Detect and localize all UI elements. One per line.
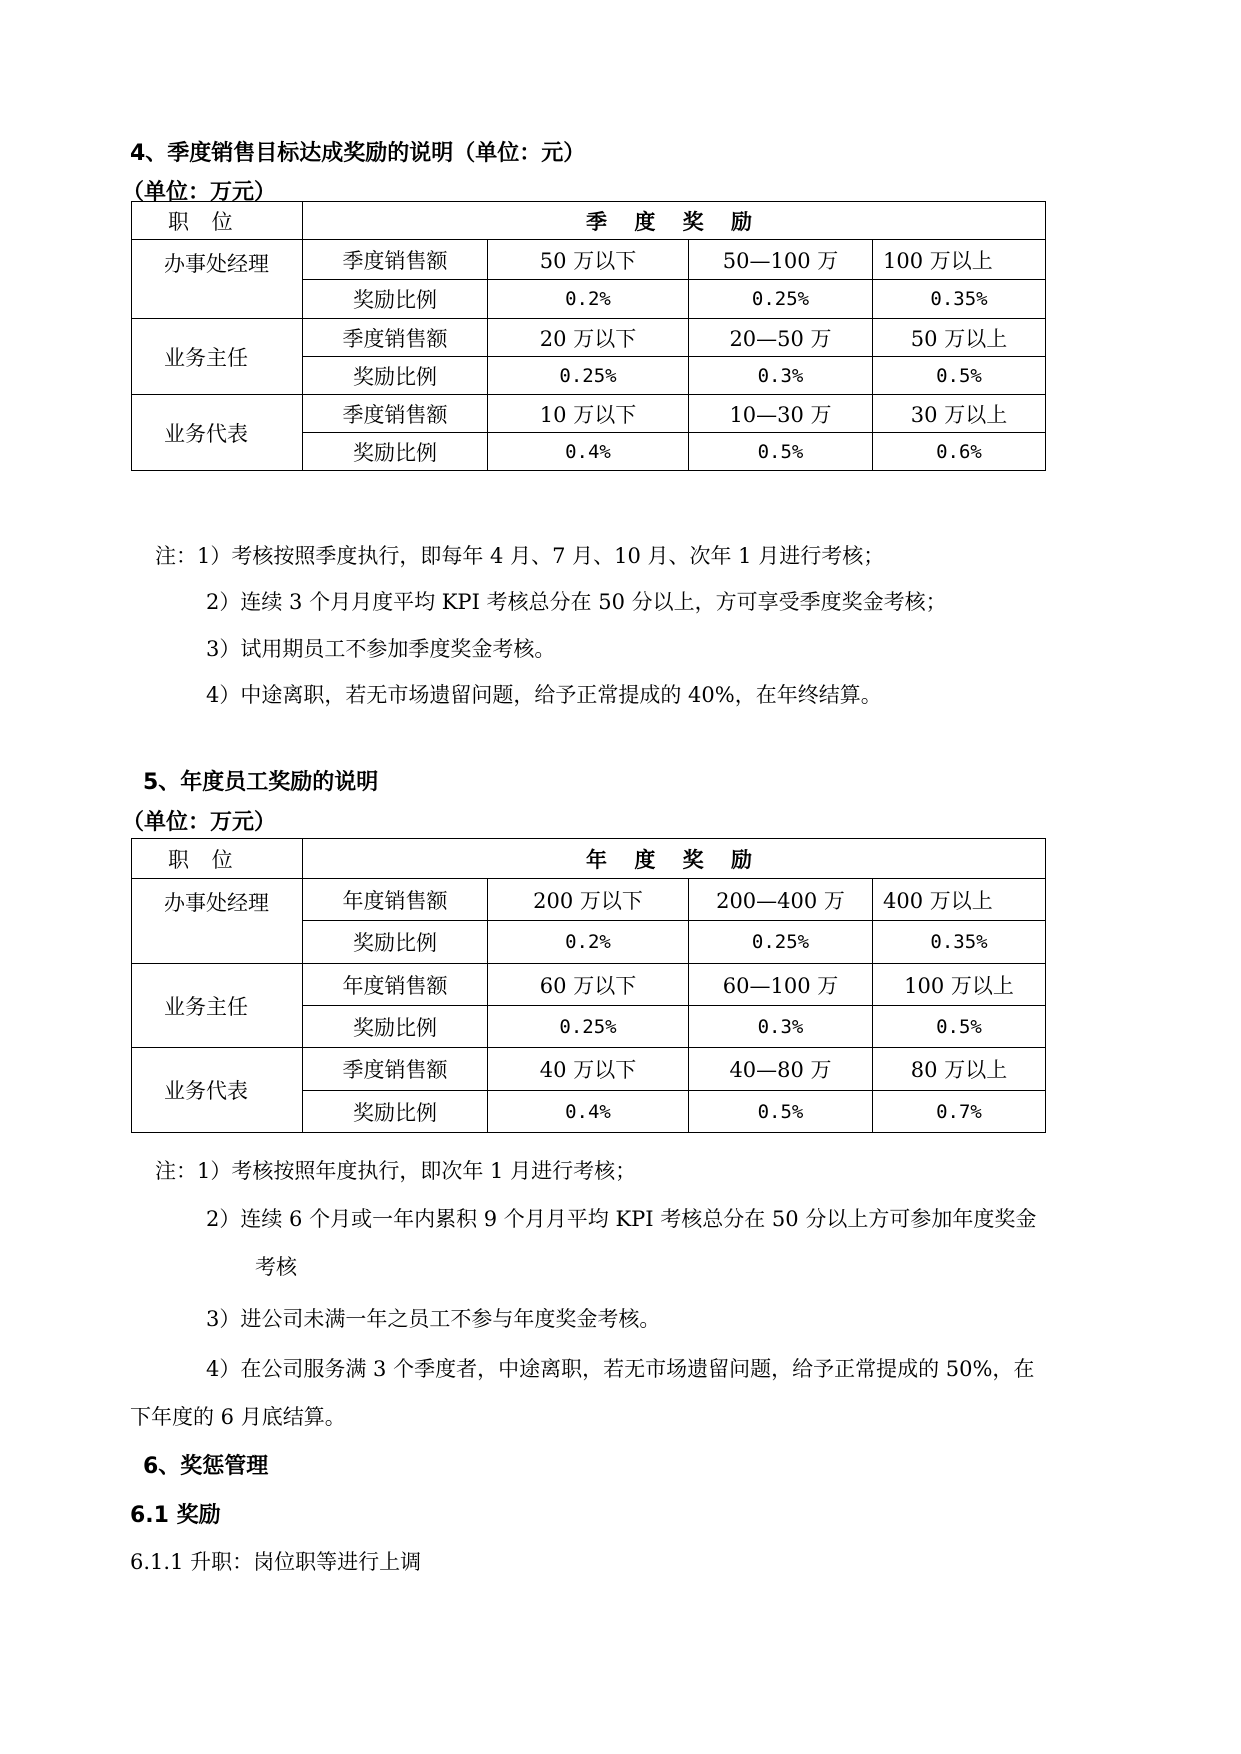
cell: 0.25%: [488, 1006, 689, 1048]
cell: 0.35%: [873, 280, 1046, 319]
row-label: 奖励比例: [303, 1006, 488, 1048]
cell: 10—30 万: [689, 395, 873, 433]
col-reward: 年 度 奖 励: [303, 839, 1046, 879]
note-line: 4）中途离职，若无市场遗留问题，给予正常提成的 40%，在年终结算。: [206, 683, 882, 707]
cell: 60—100 万: [689, 964, 873, 1006]
row-label: 年度销售额: [303, 964, 488, 1006]
cell: 100 万以上: [873, 964, 1046, 1006]
cell: 50—100 万: [689, 240, 873, 280]
cell: 40—80 万: [689, 1048, 873, 1091]
cell: 20 万以下: [488, 319, 689, 357]
cell: 0.2%: [488, 280, 689, 319]
section6-title: 6、奖惩管理: [143, 1454, 269, 1479]
col-position: 职 位: [132, 202, 303, 240]
note-line: 注：1）考核按照季度执行，即每年 4 月、7 月、10 月、次年 1 月进行考核；: [155, 544, 885, 568]
cell: 200—400 万: [689, 879, 873, 921]
cell: 0.2%: [488, 921, 689, 964]
cell: 0.4%: [488, 1091, 689, 1133]
cell: 0.5%: [689, 1091, 873, 1133]
section6-sub1: 6.1 奖励: [130, 1503, 221, 1528]
note-line: 下年度的 6 月底结算。: [130, 1405, 346, 1429]
note-line: 考核: [255, 1255, 297, 1279]
row-label: 季度销售额: [303, 1048, 488, 1091]
row-label: 奖励比例: [303, 433, 488, 471]
annual-reward-table: [131, 838, 1046, 1133]
row-label: 季度销售额: [303, 319, 488, 357]
cell: 0.5%: [873, 357, 1046, 395]
cell: 200 万以下: [488, 879, 689, 921]
note-line: 3）试用期员工不参加季度奖金考核。: [206, 637, 556, 661]
cell: 50 万以上: [873, 319, 1046, 357]
section5-unit: （单位：万元）: [122, 810, 277, 835]
cell: 400 万以上: [873, 879, 1046, 921]
cell: 0.7%: [873, 1091, 1046, 1133]
col-reward: 季 度 奖 励: [303, 202, 1046, 240]
cell: 50 万以下: [488, 240, 689, 280]
note-line: 3）进公司未满一年之员工不参与年度奖金考核。: [206, 1307, 661, 1331]
cell: 30 万以上: [873, 395, 1046, 433]
row-label: 季度销售额: [303, 395, 488, 433]
cell: 60 万以下: [488, 964, 689, 1006]
cell: 0.5%: [873, 1006, 1046, 1048]
cell: 0.25%: [488, 357, 689, 395]
row-label: 奖励比例: [303, 357, 488, 395]
row-label: 年度销售额: [303, 879, 488, 921]
note-line: 4）在公司服务满 3 个季度者，中途离职，若无市场遗留问题，给予正常提成的 50%，在: [206, 1357, 1035, 1381]
role-cell: 业务主任: [132, 964, 303, 1048]
cell: 80 万以上: [873, 1048, 1046, 1091]
cell: 100 万以上: [873, 240, 1046, 280]
cell: 40 万以下: [488, 1048, 689, 1091]
role-cell: 业务代表: [132, 1048, 303, 1133]
row-label: 奖励比例: [303, 921, 488, 964]
role-cell: 办事处经理: [132, 879, 303, 964]
cell: 10 万以下: [488, 395, 689, 433]
cell: 20—50 万: [689, 319, 873, 357]
section6-sub2: 6.1.1 升职：岗位职等进行上调: [130, 1550, 422, 1574]
quarterly-reward-table: [131, 201, 1046, 471]
cell: 0.25%: [689, 280, 873, 319]
cell: 0.5%: [689, 433, 873, 471]
cell: 0.4%: [488, 433, 689, 471]
row-label: 奖励比例: [303, 280, 488, 319]
section5-title: 5、年度员工奖励的说明: [143, 770, 379, 795]
cell: 0.25%: [689, 921, 873, 964]
note-line: 2）连续 6 个月或一年内累积 9 个月月平均 KPI 考核总分在 50 分以上方可参加年度奖金: [206, 1207, 1037, 1231]
section4-title: 4、季度销售目标达成奖励的说明（单位：元）: [130, 141, 586, 166]
section4-unit: （单位：万元）: [122, 180, 277, 205]
note-line: 2）连续 3 个月月度平均 KPI 考核总分在 50 分以上，方可享受季度奖金考核；: [206, 590, 947, 614]
row-label: 奖励比例: [303, 1091, 488, 1133]
role-cell: 业务代表: [132, 395, 303, 471]
col-position: 职 位: [132, 839, 303, 879]
cell: 0.35%: [873, 921, 1046, 964]
role-cell: 业务主任: [132, 319, 303, 395]
row-label: 季度销售额: [303, 240, 488, 280]
cell: 0.3%: [689, 1006, 873, 1048]
cell: 0.6%: [873, 433, 1046, 471]
note-line: 注：1）考核按照年度执行，即次年 1 月进行考核；: [155, 1159, 637, 1183]
cell: 0.3%: [689, 357, 873, 395]
role-cell: 办事处经理: [132, 240, 303, 319]
